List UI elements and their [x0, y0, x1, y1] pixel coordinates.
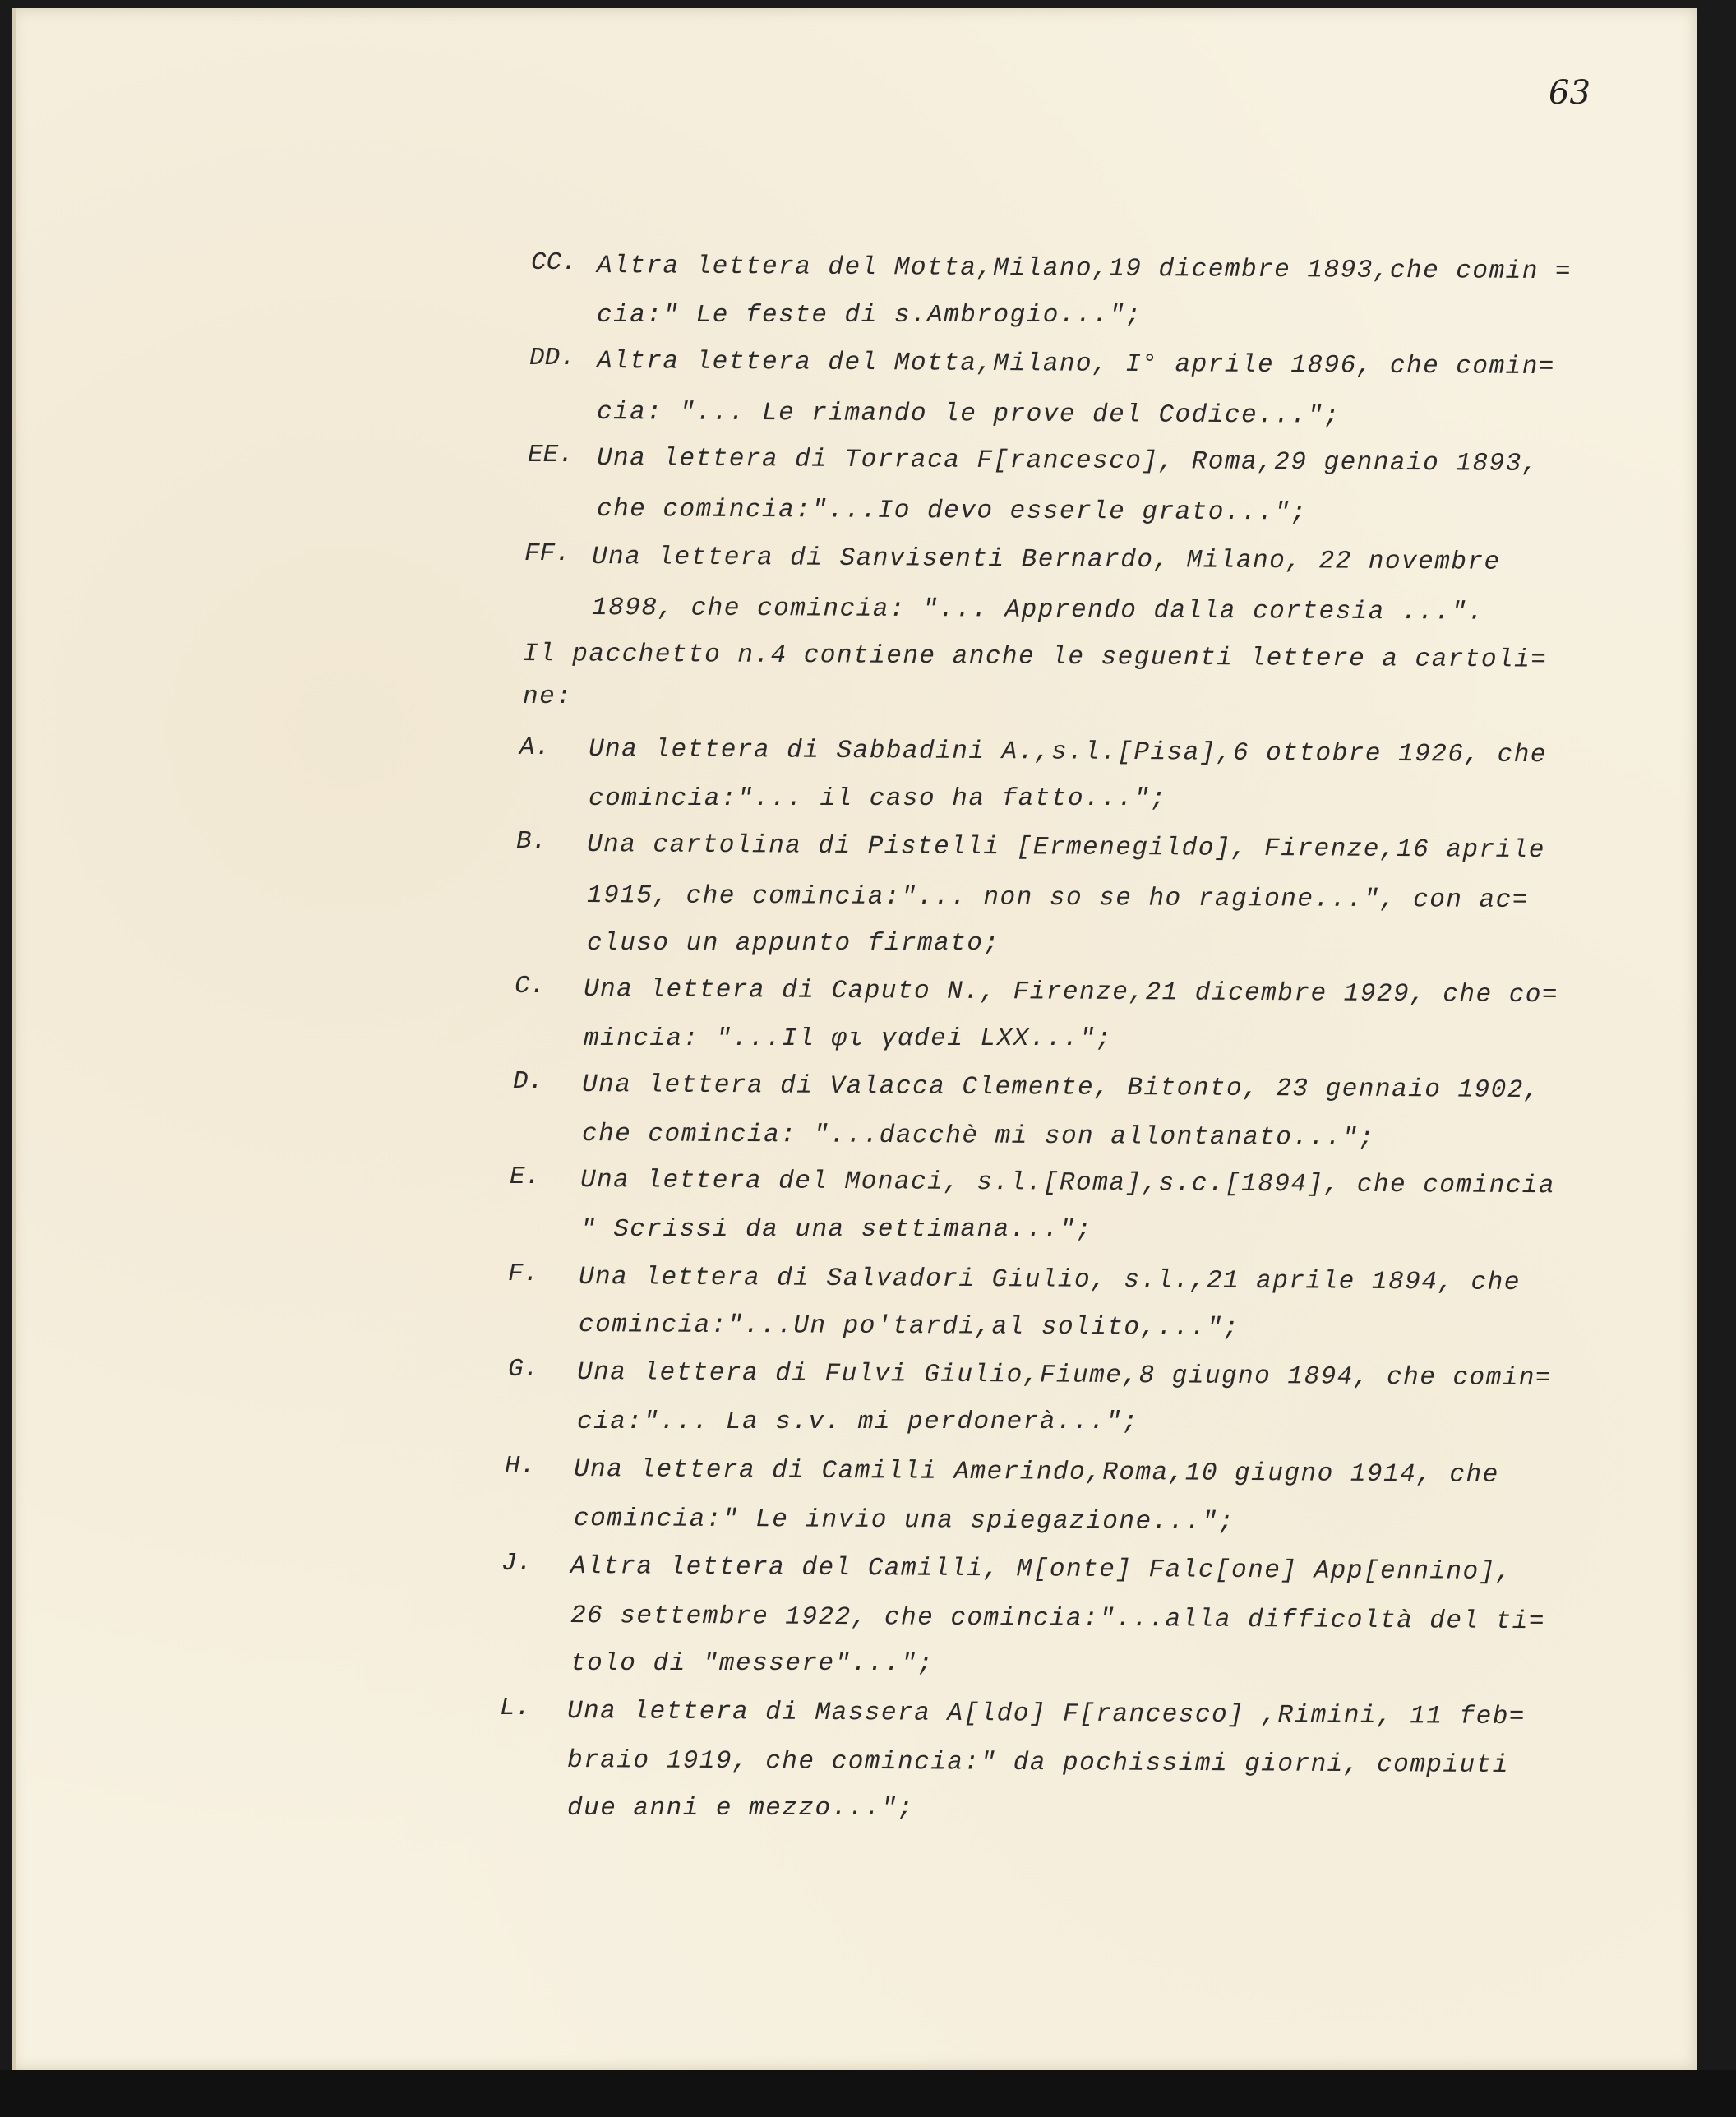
item-label: E.	[510, 1163, 541, 1191]
item-line: cia:"... La s.v. mi perdonerà...";	[577, 1407, 1139, 1436]
item-label: D.	[513, 1067, 544, 1096]
item-line: Una lettera di Salvadori Giulio, s.l.,21 aprile 1894, che	[578, 1263, 1521, 1297]
entry-line: cia: "... Le rimando le prove del Codice...";	[596, 398, 1341, 431]
item-line: comincia:"... il caso ha fatto...";	[589, 784, 1167, 813]
item-line: due anni e mezzo...";	[567, 1794, 915, 1823]
item-line: Altra lettera del Camilli, M[onte] Falc[one] App[ennino],	[570, 1552, 1512, 1587]
item-label: A.	[519, 733, 551, 762]
entry-label: CC.	[531, 248, 577, 277]
item-line: Una cartolina di Pistelli [Ermenegildo], Firenze,16 aprile	[586, 830, 1546, 866]
entry-label: DD.	[529, 344, 575, 372]
item-line: Una lettera del Monaci, s.l.[Roma],s.c.[1894], che comincia	[579, 1166, 1556, 1201]
page-edge	[12, 8, 16, 2070]
entry-line: Una lettera di Torraca F[rancesco], Roma,29 gennaio 1893,	[596, 444, 1539, 478]
item-line: " Scrissi da una settimana...";	[580, 1215, 1093, 1244]
entry-label: EE.	[528, 441, 574, 469]
item-label: B.	[516, 827, 547, 856]
item-line: Una lettera di Valacca Clemente, Bitonto, 23 gennaio 1902,	[581, 1070, 1541, 1106]
item-line: Una lettera di Camilli Amerindo,Roma,10 giugno 1914, che	[573, 1455, 1499, 1490]
item-line: Una lettera di Massera A[ldo] F[rancesco] ,Rimini, 11 feb=	[566, 1697, 1526, 1732]
scan-border	[0, 2070, 1736, 2117]
document-page	[12, 8, 1697, 2070]
entry-label: FF.	[524, 539, 570, 568]
item-line: comincia:"...Un po'tardi,al solito,...";	[578, 1310, 1240, 1343]
intro-line: Il pacchetto n.4 contiene anche le seguenti lettere a cartoli=	[522, 640, 1548, 675]
item-line: che comincia: "...dacchè mi son allontanato...";	[581, 1120, 1376, 1153]
item-label: G.	[508, 1355, 539, 1384]
item-line: 1915, che comincia:"... non so se ho ragione...", con ac=	[586, 881, 1529, 915]
entry-line: Altra lettera del Motta,Milano,19 dicembre 1893,che comin =	[596, 252, 1572, 287]
entry-line: Altra lettera del Motta,Milano, I° aprile 1896, che comin=	[596, 347, 1556, 382]
item-line: 26 settembre 1922, che comincia:"...alla difficoltà del ti=	[570, 1602, 1546, 1637]
item-label: C.	[515, 972, 546, 1001]
item-label: J.	[501, 1549, 533, 1578]
page-number: 63	[1549, 74, 1591, 112]
intro-line: ne:	[523, 682, 573, 711]
item-line: cluso un appunto firmato;	[587, 929, 1000, 958]
item-line: Una lettera di Caputo N., Firenze,21 dicembre 1929, che co=	[583, 975, 1559, 1010]
entry-line: cia:" Le feste di s.Ambrogio...";	[597, 301, 1143, 330]
item-line: tolo di "messere"...";	[570, 1649, 935, 1678]
item-line: mincia: "...Il φι γαdei LXX...";	[584, 1024, 1113, 1053]
item-line: comincia:" Le invio una spiegazione...";	[573, 1505, 1235, 1537]
item-line: Una lettera di Sabbadini A.,s.l.[Pisa],6 ottobre 1926, che	[588, 735, 1548, 770]
item-label: H.	[505, 1452, 536, 1481]
entry-line: 1898, che comincia: "... Apprendo dalla cortesia ...".	[591, 594, 1484, 627]
item-line: braio 1919, che comincia:" da pochissimi giorni, compiuti	[566, 1746, 1509, 1780]
item-line: Una lettera di Fulvi Giulio,Fiume,8 giugno 1894, che comin=	[576, 1358, 1553, 1394]
item-label: F.	[508, 1260, 539, 1288]
entry-line: che comincia:"...Io devo esserle grato...";	[596, 495, 1308, 528]
item-label: L.	[500, 1694, 531, 1722]
entry-line: Una lettera di Sanvisenti Bernardo, Milano, 22 novembre	[591, 543, 1501, 577]
